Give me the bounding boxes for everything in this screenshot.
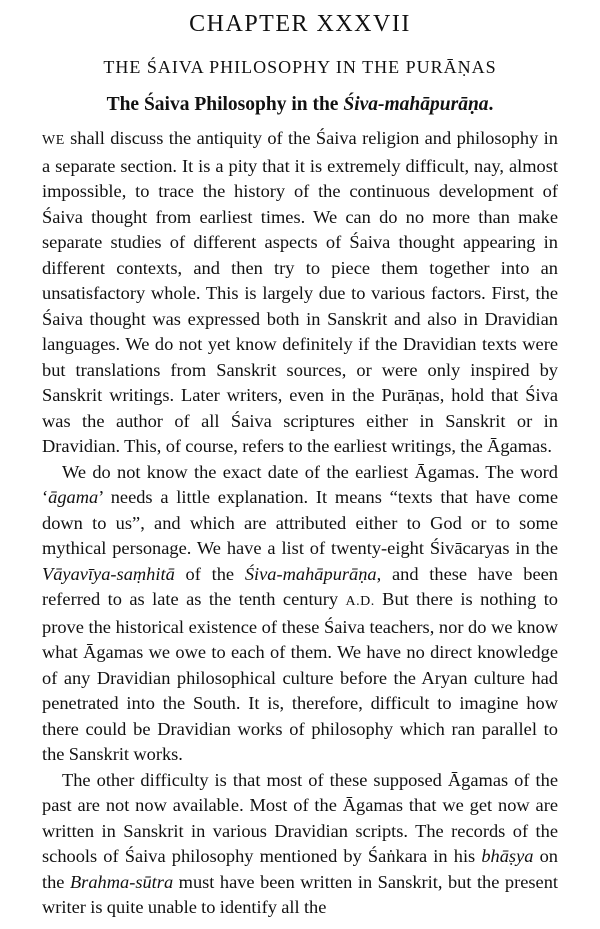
paragraph-2-era: A.D. (345, 594, 375, 609)
paragraph-3-title-brahma-sutra: Brahma-sūtra (69, 871, 174, 892)
paragraph-3-part-a: The other difficulty is that most of these supposed Āgamas of the past are not now available. Most of the Āgamas that we get now are written in Sanskrit in various Dravidian scripts. The records of the schools of Śaiva philosophy mentioned by Śaṅkara in his (42, 769, 558, 866)
paragraph-2-part-e: of the (174, 563, 245, 584)
paragraph-2-part-i: But there is nothing to prove the historical existence of these Śaiva teachers, nor do we know what Āgamas we owe to each of them. We have no direct knowledge of any Dravidian philosophical culture before the Aryan culture had penetrated into the South. It is, therefore, difficult to imagine how there could be Dravidian works of philosophy which ran parallel to the Sanskrit works. (42, 589, 558, 764)
paragraph-1 (42, 126, 558, 460)
paragraph-2-term-agama: āgama (48, 487, 99, 507)
paragraph-1-text: shall discuss the antiquity of the Śaiva religion and philosophy in a separate section. It is a pity that it is extremely difficult, nay, almost impossible, to trace the history of the continuous development of Śaiva thought from earliest times. We can do no more than make separate studies of different aspects of Śaiva thought appearing in different contexts, and then try to piece them together into an unsatisfactory whole. This is largely due to various factors. First, the Śaiva thought was expressed both in Sanskrit and also in Dravidian languages. We do not yet know definitely if the Dravidian texts were but translations from Sanskrit sources, or were only inspired by Sanskrit writings. Later writers, even in the Purāṇas, hold that Śiva was the author of all Śaiva scriptures either in Sanskrit or in Dravidian. This, of course, refers to the earliest writings, the Āgamas. (42, 128, 558, 456)
paragraph-2-part-c: ’ needs a little explanation. It means “texts that have come down to us”, and which are attributed either to God or to some mythical personage. We have a list of twenty-eight Śivācaryas in the (42, 487, 558, 558)
section-heading-suffix: . (488, 94, 494, 115)
paragraph-1-first-word: WE (42, 133, 65, 148)
paragraph-3-term-bhasya: bhāṣya (481, 846, 534, 866)
chapter-heading: CHAPTER XXXVII (189, 11, 411, 37)
paragraph-3 (42, 768, 558, 921)
body-text (42, 126, 558, 921)
paragraph-2-part-a: We do not know the exact date of the earliest Āgamas. The word ‘ (42, 461, 558, 507)
paragraph-3-part-c: on the (42, 846, 558, 892)
paragraph-2-part-g: , and these have been referred to as late as the tenth century (42, 563, 559, 609)
section-heading (42, 92, 558, 118)
paragraph-2-title-samhita: Vāyavīya-saṃhitā (42, 563, 175, 584)
paragraph-2 (42, 460, 558, 768)
paragraph-2-title-purana: Śiva-mahāpurāṇa (244, 563, 377, 584)
section-heading-prefix: The Śaiva Philosophy in the (106, 94, 344, 115)
paragraph-3-part-e: must have been written in Sanskrit, but the present writer is quite unable to identify all the (42, 871, 559, 917)
part-heading: THE ŚAIVA PHILOSOPHY IN THE PURĀṆAS (103, 57, 497, 77)
section-heading-title: Śiva-mahāpurāṇa (343, 94, 489, 115)
